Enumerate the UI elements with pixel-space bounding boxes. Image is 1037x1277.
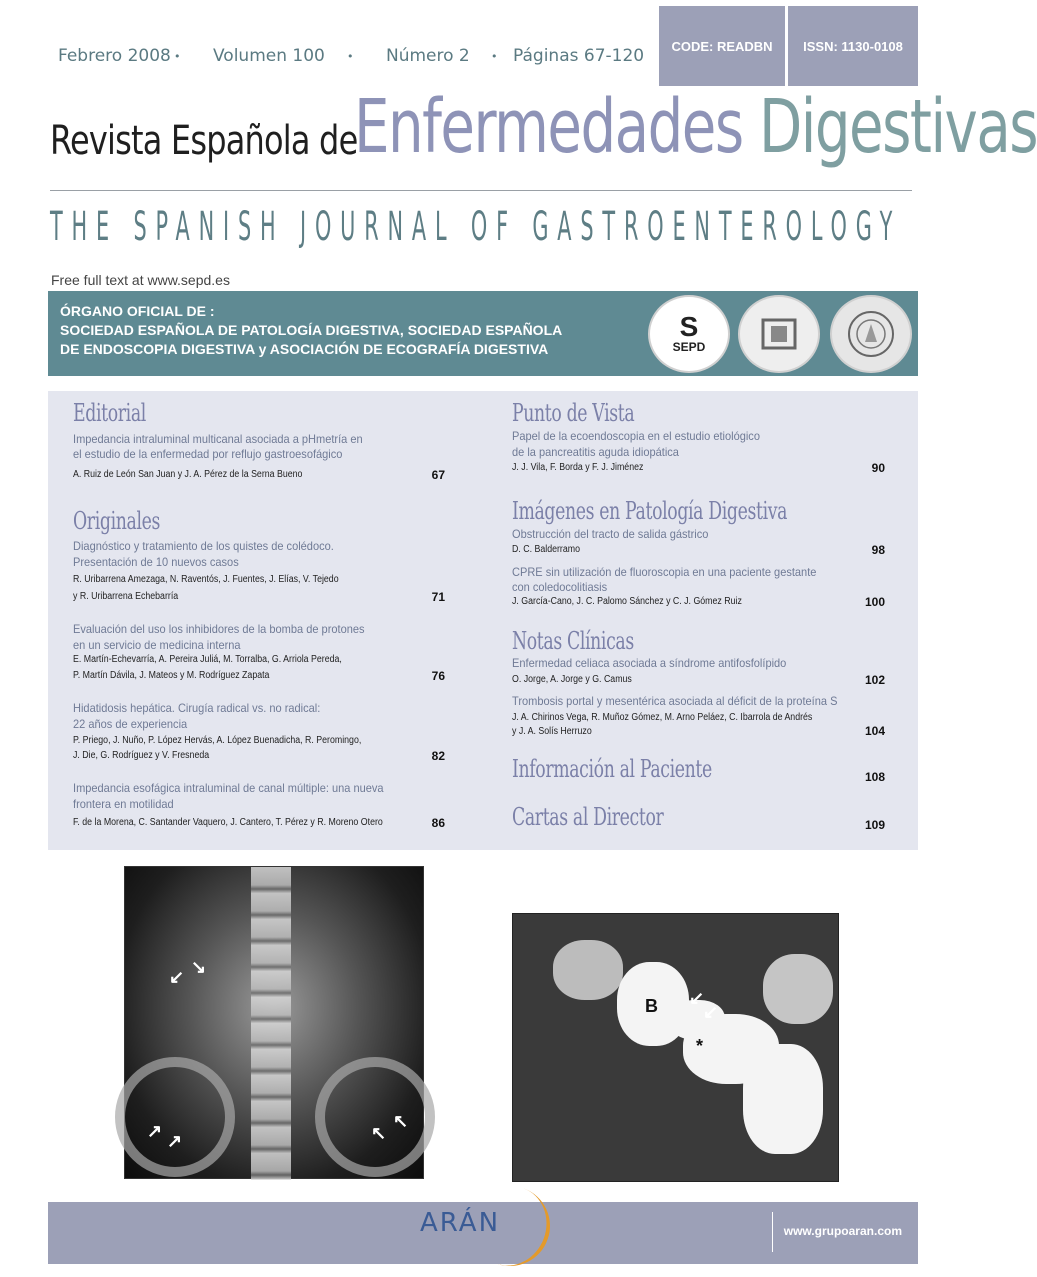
separator-dot: • [174,50,181,63]
issue-pages: Páginas 67-120 [513,46,645,66]
loop-contrast [743,1044,823,1154]
stomach-contrast [553,940,623,1000]
article-title[interactable]: Hidatidosis hepática. Cirugía radical vs. no radical: [73,701,321,715]
page-number: 109 [864,818,885,832]
article-authors: J. J. Vila, F. Borda y F. J. Jiménez [512,462,644,473]
publisher-url[interactable]: www.grupoaran.com [783,1224,902,1238]
issue-number: Número 2 [386,46,470,66]
article-authors: J. A. Chirinos Vega, R. Muñoz Gómez, M. Arno Peláez, C. Ibarrola de Andrés [512,712,813,723]
article-title[interactable]: Diagnóstico y tratamiento de los quistes de colédoco. [73,539,334,553]
article-authors: D. C. Balderramo [512,544,580,555]
arrow-icon: ↖ [393,1111,409,1131]
section-editorial: Editorial [73,399,146,427]
article-authors: O. Jorge, A. Jorge y G. Camus [512,674,632,685]
arrow-icon: ↘ [191,957,207,977]
section-informacion-paciente[interactable]: Información al Paciente [512,755,712,783]
article-title[interactable]: Papel de la ecoendoscopia en el estudio etiológico [512,429,760,443]
publisher-logo: ARÁN [420,1208,501,1238]
section-notas-clinicas: Notas Clínicas [512,627,634,655]
sepd-logo [648,295,730,373]
abdominal-xray-image [124,866,424,1179]
article-title[interactable]: 22 años de experiencia [73,717,188,731]
organ-heading: ÓRGANO OFICIAL DE : [60,303,215,319]
page-number: 76 [431,669,445,683]
spine-shadow [251,867,291,1180]
page-number: 102 [864,673,885,687]
issn-badge: ISSN: 1130-0108 [788,6,918,86]
article-title[interactable]: CPRE sin utilización de fluoroscopia en una paciente gestante [512,565,817,579]
article-title[interactable]: de la pancreatitis aguda idiopática [512,445,679,459]
article-authors: J. Die, G. Rodríguez y V. Fresneda [73,750,210,761]
article-title[interactable]: Presentación de 10 nuevos casos [73,555,239,569]
separator-dot: • [491,50,498,63]
article-authors: y R. Uribarrena Echebarría [73,591,179,602]
arrow-icon: ↗ [167,1131,183,1151]
journal-title-english: THE SPANISH JOURNAL OF GASTROENTEROLOGY [50,204,902,250]
endoscopy-society-logo [738,295,820,373]
article-authors: E. Martín-Echevarría, A. Pereira Juliá, M. Torralba, G. Arriola Pereda, [73,654,342,665]
article-authors: P. Martín Dávila, J. Mateos y M. Rodríguez Zapata [73,670,270,681]
issue-date: Febrero 2008 [58,46,171,66]
barium-contrast-image [512,913,839,1182]
organ-text [60,302,562,359]
page-number: 100 [864,595,885,609]
page-number: 67 [431,468,445,482]
article-title[interactable]: Enfermedad celiaca asociada a síndrome antifosfolípido [512,656,787,670]
article-authors: P. Priego, J. Nuño, P. López Hervás, A. López Buenadicha, R. Peromingo, [73,735,362,746]
table-of-contents [48,391,918,850]
article-title[interactable]: frontera en motilidad [73,797,174,811]
page-number: 104 [864,724,885,738]
article-authors: A. Ruiz de León San Juan y J. A. Pérez de la Serna Bueno [73,469,303,480]
seal-icon [845,308,897,360]
pelvis-right-shadow [315,1057,435,1177]
article-title[interactable]: Evaluación del uso los inhibidores de la bomba de protones [73,622,365,636]
free-text-link[interactable]: Free full text at www.sepd.es [51,272,230,288]
journal-title-main [354,84,1037,170]
organ-line-1: SOCIEDAD ESPAÑOLA DE PATOLOGÍA DIGESTIVA, SOCIEDAD ESPAÑOLA [60,322,563,338]
official-organ-band [48,291,918,376]
journal-title-prefix: Revista Española de [50,118,358,164]
bowel-contrast [763,954,833,1024]
section-imagenes: Imágenes en Patología Digestiva [512,497,788,525]
section-punto-de-vista: Punto de Vista [512,399,635,427]
arrow-icon: ↗ [147,1121,163,1141]
page-number: 108 [864,770,885,784]
issue-volume: Volumen 100 [213,46,325,66]
article-title[interactable]: Impedancia intraluminal multicanal asociada a pHmetría en [73,432,363,446]
endoscope-icon [757,312,801,356]
page-number: 86 [431,816,445,830]
footer-divider [772,1212,773,1252]
article-authors: J. García-Cano, J. C. Palomo Sánchez y C. J. Gómez Ruiz [512,596,742,607]
ultrasound-association-logo [830,295,912,373]
page-number: 82 [431,749,445,763]
separator-dot: • [347,50,354,63]
article-title[interactable]: en un servicio de medicina interna [73,638,241,652]
section-originales: Originales [73,507,160,535]
article-title[interactable]: el estudio de la enfermedad por reflujo gastroesofágico [73,447,343,461]
title-divider [50,190,912,191]
title-word-digestivas: Digestivas [758,84,1037,170]
article-title[interactable]: Trombosis portal y mesentérica asociada al déficit de la proteína S [512,694,838,708]
page-number: 71 [431,590,445,604]
label-asterisk: * [696,1036,704,1056]
article-title[interactable]: con coledocolitiasis [512,580,608,594]
pelvis-left-shadow [115,1057,235,1177]
arrow-icon: ↙ [703,1002,719,1022]
article-authors: F. de la Morena, C. Santander Vaquero, J. Cantero, T. Pérez y R. Moreno Otero [73,817,383,828]
label-b: B [645,996,658,1016]
title-word-enfermedades: Enfermedades [354,84,743,170]
code-badge: CODE: READBN [659,6,785,86]
article-authors: R. Uribarrena Amezaga, N. Raventós, J. Fuentes, J. Elías, V. Tejedo [73,574,339,585]
page-number: 98 [871,543,885,557]
arrow-icon: ↙ [689,988,705,1008]
sepd-s-icon: S [679,311,699,342]
page-number: 90 [871,461,885,475]
arrow-icon: ↖ [371,1123,387,1143]
article-title[interactable]: Obstrucción del tracto de salida gástrico [512,527,709,541]
organ-line-2: DE ENDOSCOPIA DIGESTIVA y ASOCIACIÓN DE ECOGRAFÍA DIGESTIVA [60,341,549,357]
section-cartas-director[interactable]: Cartas al Director [512,803,664,831]
article-title[interactable]: Impedancia esofágica intraluminal de canal múltiple: una nueva [73,781,384,795]
arrow-icon: ↙ [169,967,185,987]
sepd-logo-text: SEPD [672,340,706,354]
article-authors: y J. A. Solís Herruzo [512,726,592,737]
